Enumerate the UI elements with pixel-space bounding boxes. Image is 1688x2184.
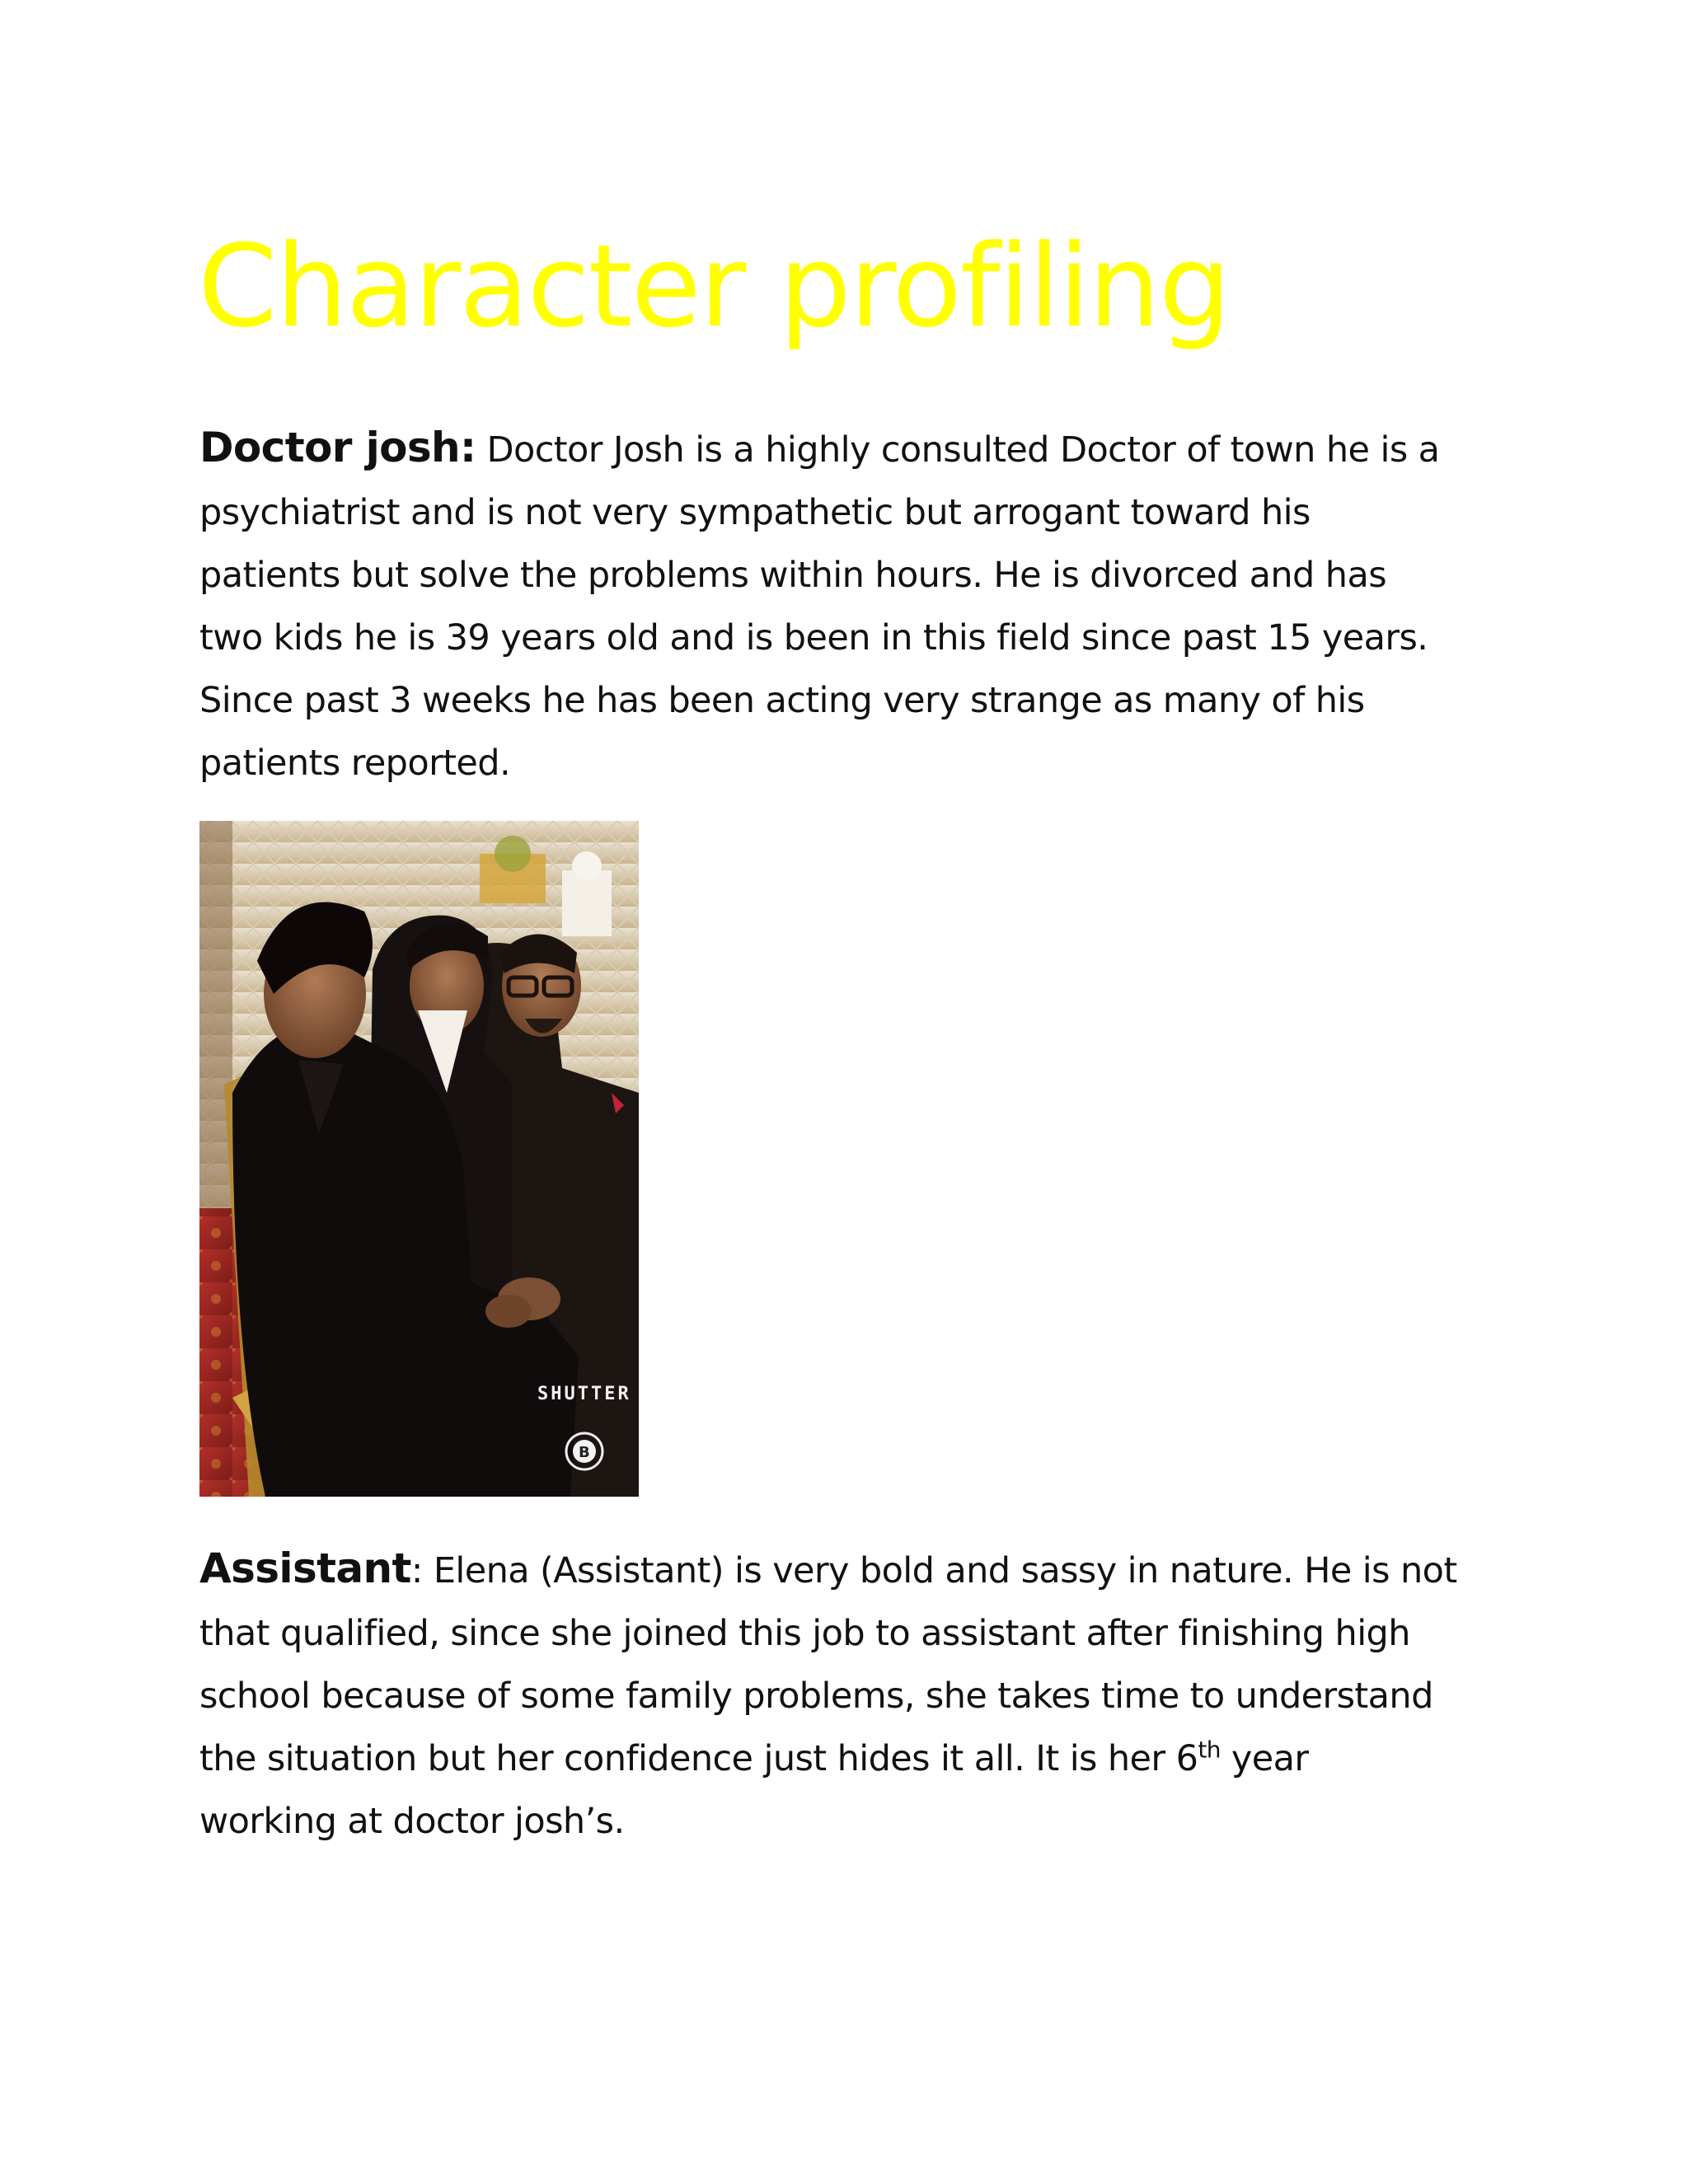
assistant-line-2: that qualified, since she joined this job to assistant after finishing high: [199, 1613, 1410, 1654]
watermark-text: SHUTTER: [537, 1384, 631, 1404]
character-photo: [199, 821, 639, 1497]
doctor-line-5: Since past 3 weeks he has been acting very strange as many of his: [199, 680, 1365, 721]
assistant-line-1-text: : Elena (Assistant) is very bold and sassy in nature. He is not: [410, 1550, 1457, 1591]
doctor-line-1-text: Doctor Josh is a highly consulted Doctor of town he is a: [476, 429, 1440, 471]
assistant-paragraph: [199, 1537, 1518, 1853]
page-title: Character profiling: [198, 220, 1230, 353]
assistant-line-1: [199, 1537, 1518, 1602]
doctor-line-6: patients reported.: [199, 743, 511, 784]
doctor-line-1: [199, 416, 1518, 481]
doctor-line-3: patients but solve the problems within hours. He is divorced and has: [199, 555, 1386, 596]
watermark-badge: B: [579, 1444, 590, 1461]
photo-illustration: [199, 821, 639, 1497]
doctor-line-2: psychiatrist and is not very sympathetic but arrogant toward his: [199, 492, 1311, 533]
ordinal-suffix: th: [1198, 1736, 1221, 1764]
assistant-label: Assistant: [199, 1544, 411, 1592]
assistant-line-4-pre: the situation but her confidence just hides it all. It is her 6: [199, 1738, 1198, 1779]
assistant-line-4-post: year: [1220, 1738, 1309, 1779]
assistant-line-5: working at doctor josh’s.: [199, 1801, 625, 1842]
doctor-line-4: two kids he is 39 years old and is been in this field since past 15 years.: [199, 617, 1428, 658]
assistant-line-3: school because of some family problems, she takes time to understand: [199, 1675, 1433, 1717]
doctor-josh-paragraph: [199, 416, 1518, 794]
doctor-josh-label: Doctor josh:: [199, 424, 476, 471]
assistant-line-4: [199, 1727, 1518, 1790]
